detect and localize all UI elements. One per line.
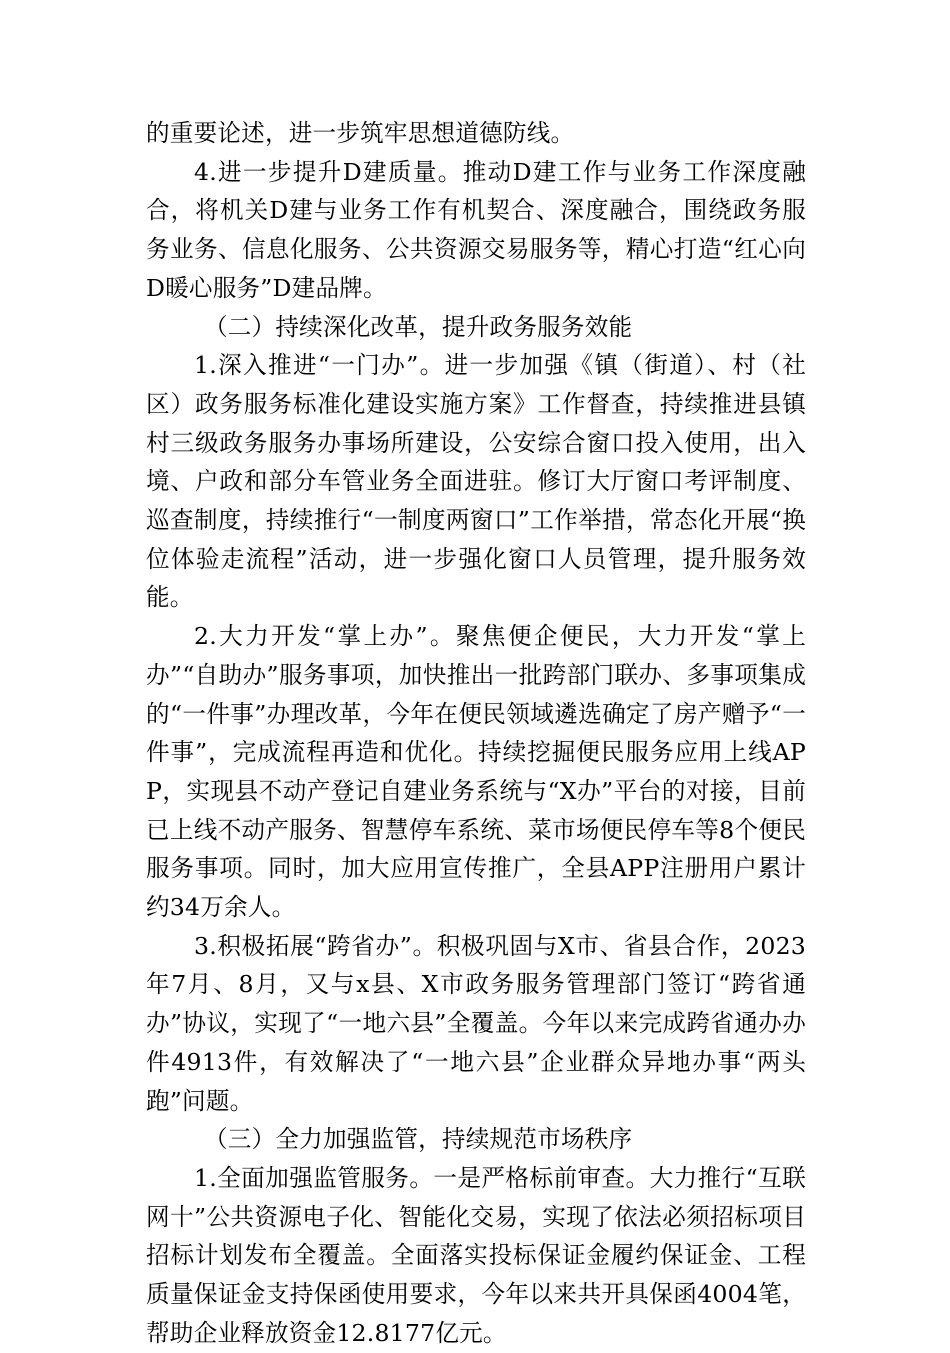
paragraph-item-mobile: 2.大力开发“掌上办”。聚焦便企便民，大力开发“掌上办”“自助办”服务事项，加快推出一批跨部门联办、多事项集成的“一件事”办理改革，今年在便民领域遴选确定了房产赠予“一件事”，完成流程再造和优化。持续挖掘便民服务应用上线APP，实现县不动产登记自建业务系统与“X办”平台的对接，目前已上线不动产服务、智慧停车系统、菜市场便民停车等8个便民服务事项。同时，加大应用宣传推广，全县APP注册用户累计约34万余人。 — [146, 622, 806, 922]
paragraph-item-one-door: 1.深入推进“一门办”。进一步加强《镇（街道）、村（社区）政务服务标准化建设实施方案》工作督查，持续推进县镇村三级政务服务办事场所建设，公安综合窗口投入使用，出入境、户政和部分车管业务全面进驻。修订大厅窗口考评制度、巡查制度，持续推行“一制度两窗口”工作举措，常态化开展“换位体验走流程”活动，进一步强化窗口人员管理，提升服务效能。 — [146, 351, 806, 612]
section-heading-reform: （二）持续深化改革，提升政务服务效能 — [204, 312, 633, 341]
paragraph-item-supervision: 1.全面加强监管服务。一是严格标前审查。大力推行“互联网十”公共资源电子化、智能化交易，实现了依法必须招标项目招标计划发布全覆盖。全面落实投标保证金履约保证金、工程质量保证金支持保函使用要求，今年以来共开具保函4004笔，帮助企业释放资金12.8177亿元。 — [146, 1163, 806, 1347]
paragraph-item-cross-province: 3.积极拓展“跨省办”。积极巩固与X市、省县合作，2023年7月、8月，又与x县、X市政务服务管理部门签订“跨省通办”协议，实现了“一地六县”全覆盖。今年以来完成跨省通办办件4913件，有效解决了“一地六县”企业群众异地办事“两头跑”问题。 — [146, 931, 806, 1115]
section-heading-supervision: （三）全力加强监管，持续规范市场秩序 — [204, 1125, 633, 1154]
paragraph-item-party-building: 4.进一步提升D建质量。推动D建工作与业务工作深度融合，将机关D建与业务工作有机契合、深度融合，围绕政务服务业务、信息化服务、公共资源交易服务等，精心打造“红心向D暖心服务”D建品牌。 — [146, 157, 806, 302]
document-body — [146, 114, 806, 1353]
paragraph-continuation: 的重要论述，进一步筑牢思想道德防线。 — [146, 119, 575, 147]
